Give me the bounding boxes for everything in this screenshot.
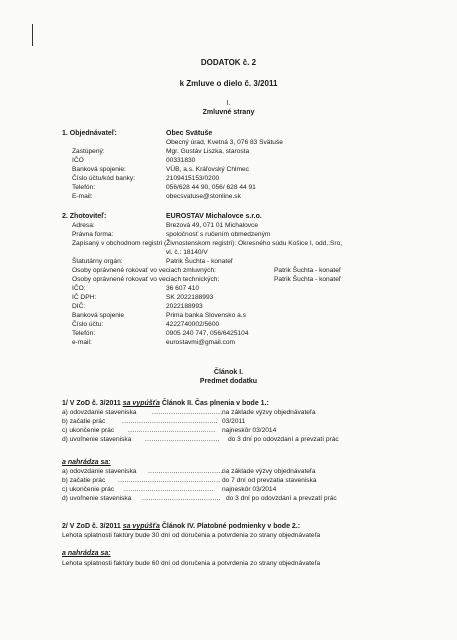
party2-label: IČ DPH: xyxy=(72,294,97,301)
party2-label: Právna forma: xyxy=(72,231,114,238)
change2-new-text: Lehota splatnosti faktúry bude 60 dní od doručenia a potvrdenia zo strany objednávateľa xyxy=(62,560,321,567)
party2-value: spoločnosť s ručením obmedzeným xyxy=(166,231,271,238)
dot-leader: ............................................. xyxy=(122,418,218,425)
document-title: DODATOK č. 2 xyxy=(200,58,257,67)
old-term-label: c) ukončenie prác xyxy=(62,427,115,434)
dot-leader: ................................. xyxy=(152,409,223,416)
party2-label: Adresa: xyxy=(72,222,95,229)
new-term-label: b) začatie prác xyxy=(62,477,106,484)
dot-leader: .................................... xyxy=(148,468,225,475)
old-term-value: na základe výzvy objednávateľa xyxy=(222,409,316,416)
old-term-label: d) uvoľnenie staveniska xyxy=(62,436,132,443)
old-term-label: a) odovzdanie staveniska xyxy=(62,409,137,416)
new-term-value: do 3 dní po odovzdaní a prevzatí prác xyxy=(226,495,337,502)
article-number: Článok I. xyxy=(213,369,244,376)
party2-label: Telefón: xyxy=(72,330,96,337)
new-term-value: najneskôr 03/2014 xyxy=(222,486,277,493)
party2-value: 4222740002/5600 xyxy=(166,321,220,328)
party1-value: 2109415153/0200 xyxy=(166,175,220,182)
party1-label: IČO xyxy=(72,157,84,164)
party1-label: Telefón: xyxy=(72,184,96,191)
old-term-value: do 3 dní po odovzdaní a prevzatí prác xyxy=(228,436,339,443)
new-term-label: a) odovzdanie staveniska xyxy=(62,468,137,475)
party2-value: 0905 240 747, 056/6425104 xyxy=(166,330,249,337)
dot-leader: .......................................... xyxy=(124,486,214,493)
section-title: Zmluvné strany xyxy=(202,109,255,116)
new-term-value: na základe výzvy objednávateľa xyxy=(222,468,316,475)
party2-value: Patrik Šuchta - konateľ xyxy=(166,258,233,265)
party2-value: Patrik Šuchta - konateľ xyxy=(274,267,341,274)
party2-value: SK 2022188993 xyxy=(166,294,214,301)
party2-label: e-mail: xyxy=(72,339,92,346)
new-term-label: c) ukončenie prác xyxy=(62,486,115,493)
party2-label: DIČ: xyxy=(72,303,86,310)
party2-label: Osoby oprávnené rokovať vo veciach technických: xyxy=(72,276,220,283)
party1-label: E-mail: xyxy=(72,193,93,200)
party2-label: Štatutárny orgán: xyxy=(72,258,123,265)
party1-value: obecsvatuse@stonline.sk xyxy=(166,193,241,200)
section-number: I. xyxy=(226,100,231,107)
party1-address: Obecný úrad, Kvetná 3, 076 83 Svätuše xyxy=(166,139,283,146)
old-term-label: b) začatie prác xyxy=(62,418,106,425)
party2-value: 36 607 410 xyxy=(166,285,200,292)
party2-value: eurostavmi@gmail.com xyxy=(166,339,235,346)
party2-label: Osoby oprávnené rokovať vo veciach zmluvných: xyxy=(72,267,216,274)
change1-verb: sa vypúšťa xyxy=(122,400,160,407)
party1-value: VÚB, a.s. Kráľovský Chlmec xyxy=(166,166,249,173)
new-term-label: d) uvoľnenie staveniska xyxy=(62,495,132,502)
document-subtitle: k Zmluve o dielo č. 3/2011 xyxy=(179,79,278,88)
change1-suffix: Článok II. Čas plnenia v bode 1.: xyxy=(159,400,269,407)
dot-leader: ................................... xyxy=(145,436,220,443)
party1-value: 00331830 xyxy=(166,157,196,164)
party2-value: Brezová 49, 071 01 Michalovce xyxy=(166,222,259,229)
party1-label: Zastúpený: xyxy=(72,148,105,155)
party2-label: Číslo účtu: xyxy=(72,321,104,328)
party2-value: Prima banka Slovensko a.s xyxy=(166,312,246,319)
change2-prefix: 2/ V ZoD č. 3/2011 xyxy=(62,523,123,530)
article-title: Predmet dodatku xyxy=(199,378,258,385)
old-term-value: 03/2011 xyxy=(222,418,246,425)
party1-name: Obec Svätuše xyxy=(166,130,213,137)
change2-suffix: Článok IV. Platobné podmienky v bode 2.: xyxy=(159,523,301,530)
dot-leader: ......................................... xyxy=(128,427,216,434)
old-term-value: najneskôr 03/2014 xyxy=(222,427,277,434)
change1-prefix: 1/ V ZoD č. 3/2011 xyxy=(62,400,123,407)
party2-registry-number: vl. č.: 18140/V xyxy=(166,249,208,256)
party1-value: Mgr. Gustáv Liszka, starosta xyxy=(166,148,250,155)
party1-label: Banková spojenie: xyxy=(72,166,126,173)
party2-label: IČO: xyxy=(72,285,86,292)
party2-name: EUROSTAV Michalovce s.r.o. xyxy=(166,213,262,220)
change1-replace-heading: a nahrádza sa: xyxy=(62,459,111,466)
dot-leader: ..................................... xyxy=(142,495,221,502)
change2-heading xyxy=(62,523,300,531)
party2-value: Patrik Šuchta - konateľ xyxy=(274,276,341,283)
party1-label: Číslo účtu/kód banky: xyxy=(72,175,136,182)
change2-replace-heading: a nahrádza sa: xyxy=(62,550,111,557)
change2-verb: sa vypúšťa xyxy=(122,523,160,530)
dot-leader: ................................................ xyxy=(118,477,221,484)
party2-registry: Zapísaný v obchodnom registri (Živnostenskom registri): Okresného súdu Košice I, odd.:Sro, xyxy=(72,240,343,247)
party1-value: 056/628 44 90, 056/ 628 44 91 xyxy=(166,184,256,191)
party2-heading: 2. Zhotoviteľ: xyxy=(62,213,107,220)
margin-mark xyxy=(32,24,33,46)
change2-old-text: Lehota splatnosti faktúry bude 30 dní od doručenia a potvrdenia zo strany objednávateľa xyxy=(62,532,321,539)
party2-label: Banková spojenie xyxy=(72,312,125,319)
change1-heading xyxy=(62,400,269,408)
party2-value: 2022188993 xyxy=(166,303,203,310)
party1-heading: 1. Objednávateľ: xyxy=(62,130,117,137)
new-term-value: do 7 dní od prevzatia staveniska xyxy=(222,477,317,484)
